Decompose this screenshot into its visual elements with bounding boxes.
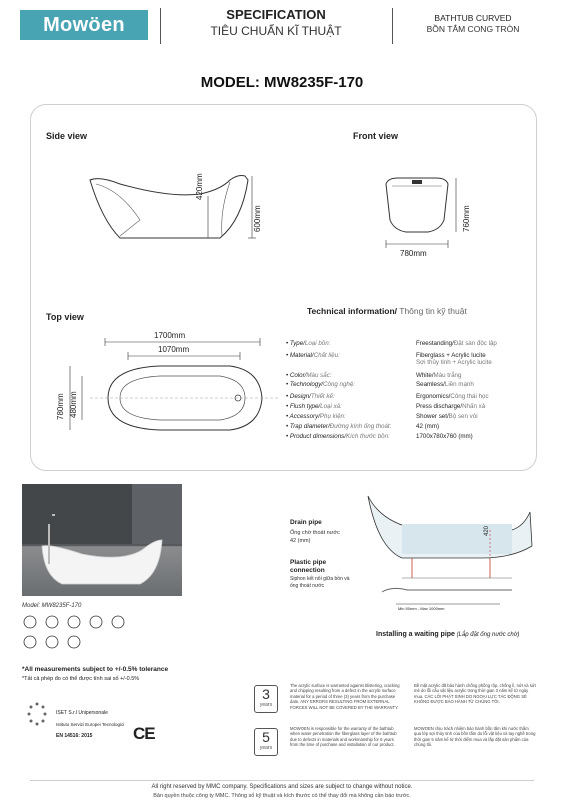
- warranty-years: 3: [262, 686, 270, 702]
- model-title: MODEL: MW8235F-170: [200, 74, 364, 91]
- drain-pipe-vi: Ống chờ thoát nước: [290, 530, 340, 536]
- spec-key: • Design/Thiết kế:: [286, 393, 335, 400]
- tolerance-note: *All measurements subject to +/-0.5% tolerance: [22, 666, 169, 673]
- spec-key: • Flush type/Loại xả:: [286, 403, 342, 410]
- plastic-pipe-vi: Siphon kết nối giữa bồn và: [290, 576, 350, 582]
- spec-key: • Trap diameter/Đường kính ống thoát:: [286, 423, 392, 430]
- install-title: Installing a waiting pipe (Lắp đặt ống nước chờ): [376, 631, 520, 638]
- spec-value: Press discharge/Nhấn xả: [416, 403, 486, 410]
- warranty-unit: years: [259, 702, 273, 708]
- footer-copyright: All right reserved by MMC company. Specifications and sizes are subject to change without notice.: [151, 784, 413, 790]
- side-view-label: Side view: [46, 131, 88, 141]
- spec-value: 42 (mm): [416, 423, 440, 430]
- spec-value: Shower set/Bộ sen vòi: [416, 413, 478, 420]
- front-height: 760mm: [462, 205, 471, 232]
- spec-value: White/Màu trắng: [416, 372, 462, 379]
- top-view-label: Top view: [46, 312, 84, 322]
- spec-value: Fiberglass + Acrylic lucite Sợi thủy tinh + Acrylic lucite: [416, 352, 492, 366]
- feature-icons: [22, 614, 142, 659]
- spec-key: • Product dimensions/Kích thước bồn:: [286, 433, 390, 440]
- tech-info-title: Technical information/ Thông tin kỹ thuật: [307, 306, 467, 316]
- warranty-years: 5: [262, 729, 270, 745]
- footer-copyright-vi: Bản quyền thuộc công ty MMC. Thông số kỹ thuật và kích thước có thể thay đổi mà không cần báo trước.: [153, 793, 411, 799]
- warranty-text-vi: MOWOEN chịu trách nhiệm bảo hành bồn tắm khi nước thấm qua lớp sợi thủy tinh của bồn tắm do lỗi vật liệu và tay nghề trong thời gian 5 năm kể từ thời điểm mua và lắp đặt sản phẩm của chúng tôi.: [414, 726, 536, 748]
- drain-pipe-label: Drain pipe: [290, 519, 322, 526]
- cert-standard: EN 14516: 2015: [56, 733, 93, 739]
- spec-title: SPECIFICATION: [226, 7, 326, 22]
- cert-institute: Istituto Servizi Europei Tecnologici: [56, 722, 125, 727]
- side-view-drawing: [80, 160, 280, 250]
- spec-key: • Technology/Công nghệ:: [286, 381, 356, 388]
- plastic-pipe-label: Plastic pipe: [290, 559, 327, 566]
- spec-key: • Material/Chất liệu:: [286, 352, 340, 359]
- top-inner-length: 1070mm: [158, 345, 190, 354]
- front-width: 780mm: [400, 249, 427, 258]
- tolerance-note-vi: *Tất cả phép đo có thể được tính sai số +/-0.5%: [22, 676, 140, 682]
- spec-value: 1700x780x760 (mm): [416, 433, 473, 440]
- front-view-label: Front view: [353, 131, 399, 141]
- product-name-vi: BỒN TẮM CONG TRÒN: [426, 24, 520, 34]
- header-divider: [392, 8, 393, 44]
- spec-value: Seamless/Liền mạnh: [416, 381, 474, 388]
- top-inner-width: 480mm: [69, 391, 78, 418]
- plastic-pipe-vi-2: ống thoát nước: [290, 583, 325, 589]
- warranty-badge: [254, 685, 278, 713]
- warranty-unit: years: [259, 745, 273, 751]
- warranty-badge: [254, 728, 278, 756]
- top-width: 780mm: [56, 393, 65, 420]
- spec-value: Freestanding/Đặt sàn độc lập: [416, 340, 497, 347]
- install-diagram: [362, 494, 538, 614]
- spec-key: • Accessory/Phụ kiện:: [286, 413, 346, 420]
- ce-mark: CE: [133, 724, 155, 743]
- warranty-text-vi: Bề mặt acrylic đã bảo hành chống phồng rộp, chống lì, nứt và sứt mẻ do lỗi cấu vật liệu acrylic trong thời gian 3 năm kể từ ngày mua. CÁC LỖI PHÁT SINH DO NGOẠI LỰC TÁC ĐỘNG SẼ KHÔNG ĐƯỢC BẢO HÀNH TỪ CHÚNG TÔI.: [414, 683, 536, 705]
- spec-value: Ergonomics/Công thái học: [416, 393, 489, 400]
- top-length: 1700mm: [154, 331, 186, 340]
- cert-org: ISET S.r.l Unipersonale: [56, 710, 108, 716]
- spec-key: • Color/Màu sắc:: [286, 372, 332, 379]
- install-range: Min 50mm - Max 1000mm: [398, 606, 445, 611]
- drain-pipe-size: 42 (mm): [290, 538, 311, 544]
- footer-divider: [30, 780, 534, 781]
- brand-logo: Mowöen: [20, 10, 148, 40]
- iset-logo-icon: [24, 700, 50, 740]
- side-inner-height: 420mm: [195, 173, 204, 200]
- side-height: 600mm: [253, 205, 262, 232]
- plastic-pipe-label-2: connection: [290, 567, 325, 574]
- product-name: BATHTUB CURVED: [434, 13, 512, 23]
- front-view-drawing: [378, 170, 468, 260]
- spec-key: • Type/Loại bồn:: [286, 340, 331, 347]
- photo-caption: Model: MW8235F-170: [22, 603, 82, 609]
- spec-title-vi: TIÊU CHUẨN KĨ THUẬT: [210, 24, 342, 38]
- warranty-text: The acrylic surface is warranted against blistering, cracking and chipping resulting from a defect in the acrylic surface material for a period of three (3) years from the purchase date. ANY ERRORS RESULTING FROM EXTERNAL FORCES WILL NOT BE COVERED BY THE WARRANTY.: [290, 683, 400, 710]
- install-height: 420: [484, 525, 490, 536]
- header-divider: [160, 8, 161, 44]
- warranty-text: MOWOEN is responsible for the warranty of the bathtub when water penetration the fiberglass layer of the bathtub due to defects in materials and workmanship for 5 years from the time of purchase and installation of our product.: [290, 726, 397, 748]
- product-photo: [22, 484, 182, 596]
